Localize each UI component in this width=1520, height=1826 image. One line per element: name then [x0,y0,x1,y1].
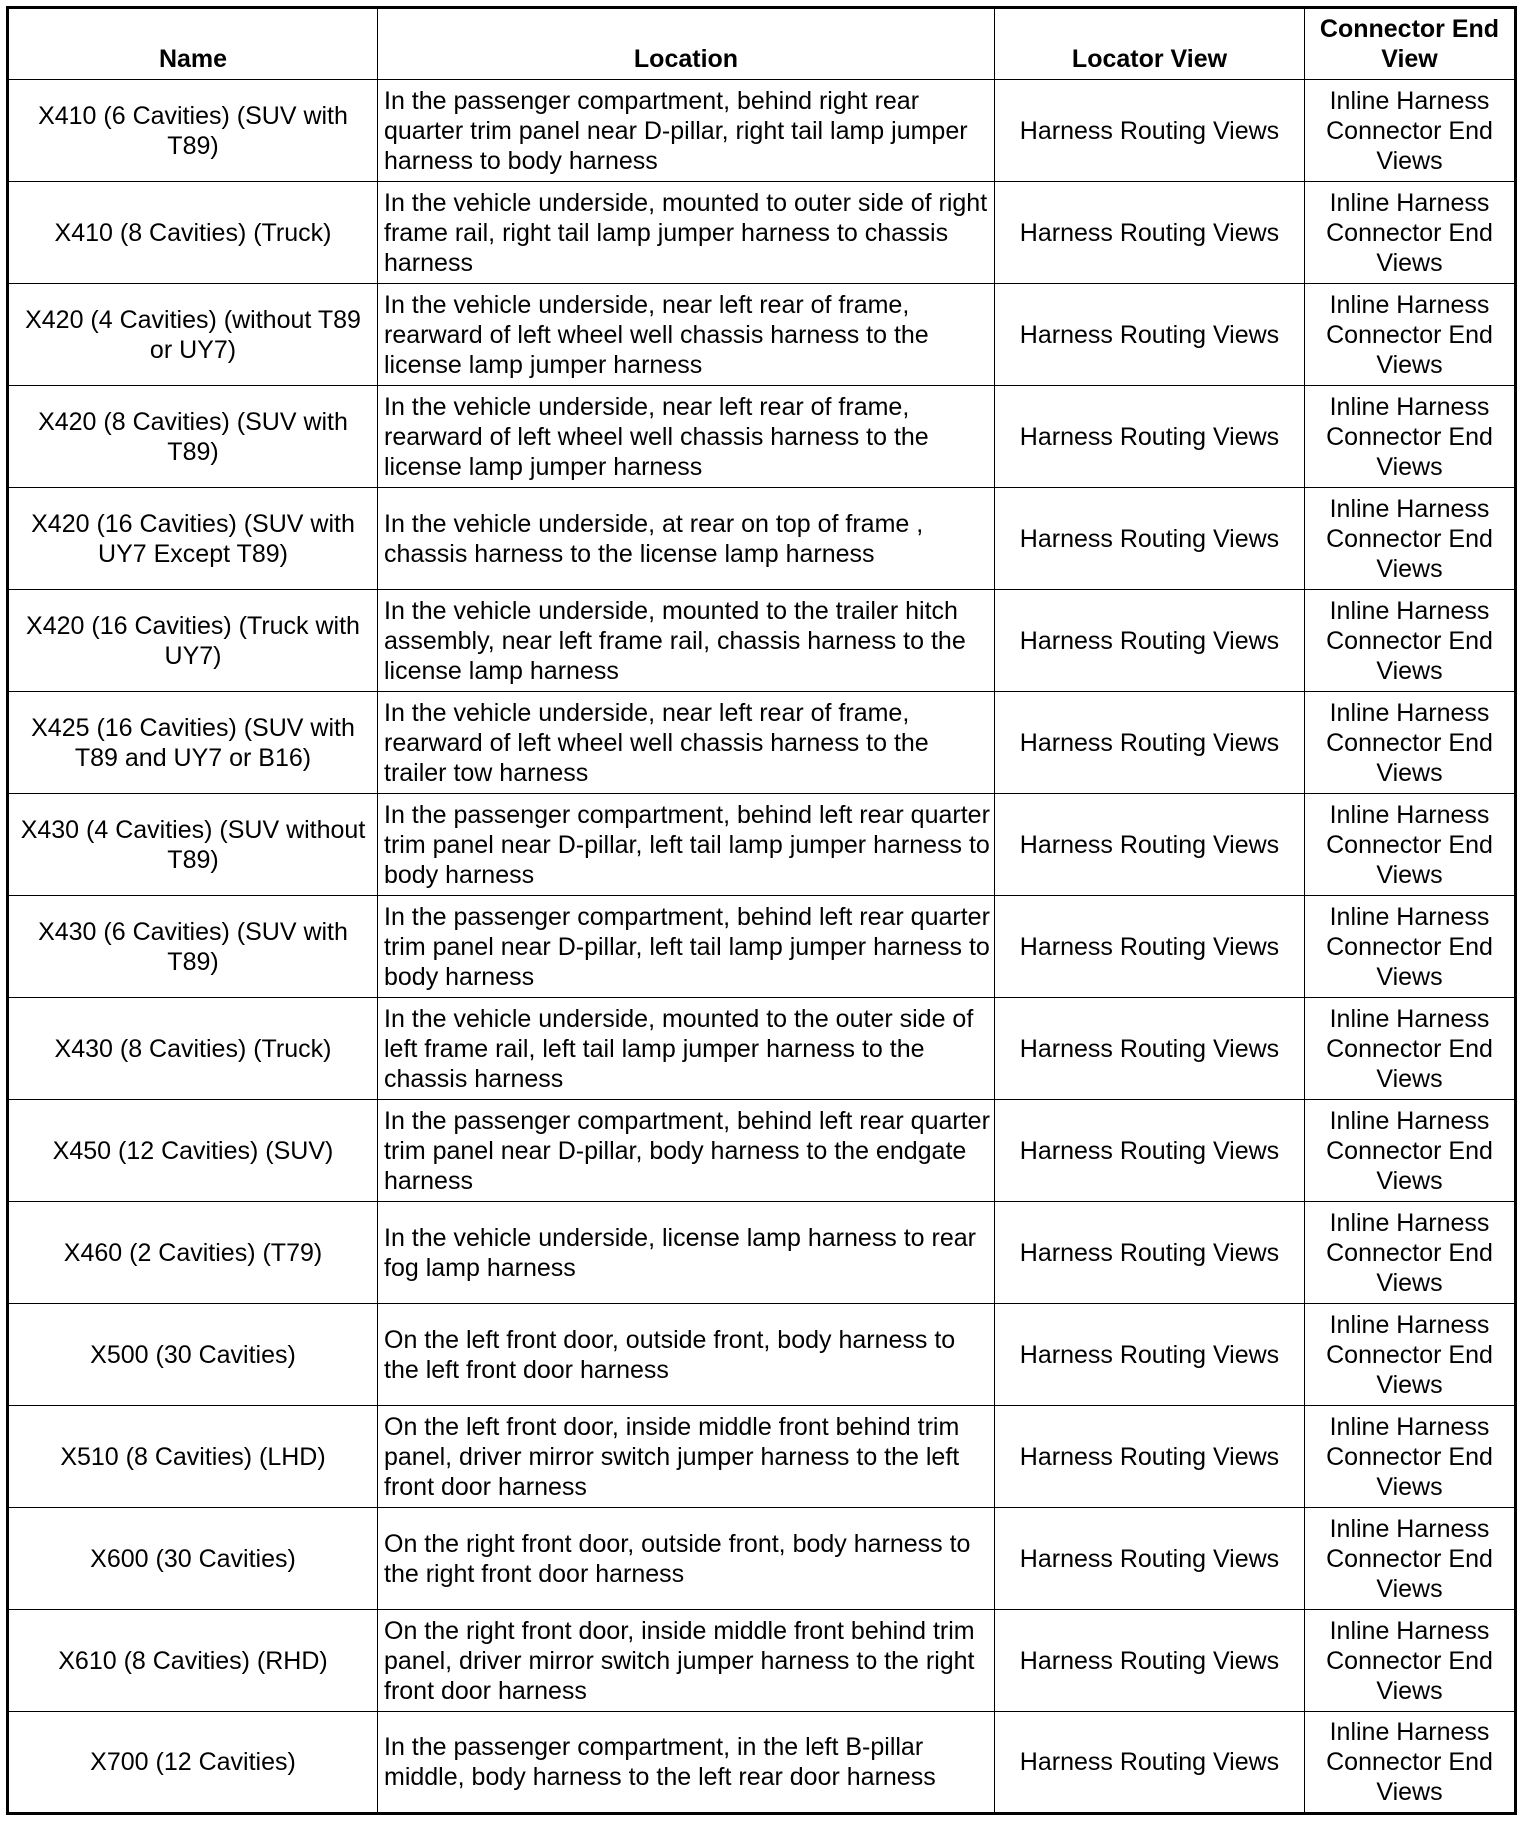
cell-locator-view: Harness Routing Views [995,998,1305,1100]
cell-location: In the vehicle underside, at rear on top of frame , chassis harness to the license lamp harness [378,488,995,590]
cell-name: X420 (4 Cavities) (without T89 or UY7) [8,284,378,386]
cell-connector-end-view: Inline Harness Connector End Views [1305,1406,1516,1508]
cell-locator-view: Harness Routing Views [995,1712,1305,1814]
cell-name: X700 (12 Cavities) [8,1712,378,1814]
table-row [8,1712,1516,1814]
cell-connector-end-view: Inline Harness Connector End Views [1305,182,1516,284]
cell-connector-end-view: Inline Harness Connector End Views [1305,794,1516,896]
cell-locator-view: Harness Routing Views [995,1508,1305,1610]
cell-location: In the passenger compartment, behind left rear quarter trim panel near D-pillar, left tail lamp jumper harness to body harness [378,896,995,998]
table-row [8,692,1516,794]
cell-connector-end-view: Inline Harness Connector End Views [1305,1202,1516,1304]
cell-connector-end-view: Inline Harness Connector End Views [1305,80,1516,182]
cell-connector-end-view: Inline Harness Connector End Views [1305,386,1516,488]
cell-location: In the passenger compartment, behind left rear quarter trim panel near D-pillar, body harness to the endgate harness [378,1100,995,1202]
cell-locator-view: Harness Routing Views [995,1406,1305,1508]
cell-location: On the left front door, outside front, body harness to the left front door harness [378,1304,995,1406]
cell-location: On the right front door, inside middle front behind trim panel, driver mirror switch jumper harness to the right front door harness [378,1610,995,1712]
cell-name: X420 (8 Cavities) (SUV with T89) [8,386,378,488]
cell-connector-end-view: Inline Harness Connector End Views [1305,284,1516,386]
cell-connector-end-view: Inline Harness Connector End Views [1305,692,1516,794]
cell-location: In the vehicle underside, mounted to outer side of right frame rail, right tail lamp jumper harness to chassis harness [378,182,995,284]
table-row [8,998,1516,1100]
cell-name: X510 (8 Cavities) (LHD) [8,1406,378,1508]
cell-name: X600 (30 Cavities) [8,1508,378,1610]
cell-location: In the passenger compartment, in the left B-pillar middle, body harness to the left rear door harness [378,1712,995,1814]
cell-connector-end-view: Inline Harness Connector End Views [1305,1100,1516,1202]
cell-name: X610 (8 Cavities) (RHD) [8,1610,378,1712]
cell-locator-view: Harness Routing Views [995,182,1305,284]
header-row [8,8,1516,80]
cell-connector-end-view: Inline Harness Connector End Views [1305,1304,1516,1406]
cell-location: In the passenger compartment, behind right rear quarter trim panel near D-pillar, right tail lamp jumper harness to body harness [378,80,995,182]
table-row [8,386,1516,488]
cell-connector-end-view: Inline Harness Connector End Views [1305,896,1516,998]
cell-location: In the vehicle underside, license lamp harness to rear fog lamp harness [378,1202,995,1304]
cell-location: On the right front door, outside front, body harness to the right front door harness [378,1508,995,1610]
table-row [8,284,1516,386]
cell-name: X430 (6 Cavities) (SUV with T89) [8,896,378,998]
cell-name: X410 (8 Cavities) (Truck) [8,182,378,284]
table-row [8,896,1516,998]
cell-name: X460 (2 Cavities) (T79) [8,1202,378,1304]
cell-name: X420 (16 Cavities) (Truck with UY7) [8,590,378,692]
connector-table-container [6,6,1514,1815]
cell-name: X430 (4 Cavities) (SUV without T89) [8,794,378,896]
cell-locator-view: Harness Routing Views [995,1304,1305,1406]
cell-connector-end-view: Inline Harness Connector End Views [1305,1508,1516,1610]
table-header [8,8,1516,80]
cell-locator-view: Harness Routing Views [995,1610,1305,1712]
cell-locator-view: Harness Routing Views [995,590,1305,692]
table-row [8,488,1516,590]
table-row [8,1508,1516,1610]
cell-location: On the left front door, inside middle front behind trim panel, driver mirror switch jumper harness to the left front door harness [378,1406,995,1508]
table-row [8,1304,1516,1406]
cell-location: In the vehicle underside, mounted to the trailer hitch assembly, near left frame rail, chassis harness to the license lamp harness [378,590,995,692]
cell-locator-view: Harness Routing Views [995,794,1305,896]
cell-location: In the passenger compartment, behind left rear quarter trim panel near D-pillar, left tail lamp jumper harness to body harness [378,794,995,896]
table-row [8,1610,1516,1712]
cell-connector-end-view: Inline Harness Connector End Views [1305,998,1516,1100]
cell-locator-view: Harness Routing Views [995,386,1305,488]
cell-connector-end-view: Inline Harness Connector End Views [1305,590,1516,692]
cell-locator-view: Harness Routing Views [995,1100,1305,1202]
connector-table [6,6,1517,1815]
table-row [8,794,1516,896]
cell-locator-view: Harness Routing Views [995,488,1305,590]
cell-locator-view: Harness Routing Views [995,80,1305,182]
cell-name: X425 (16 Cavities) (SUV with T89 and UY7 or B16) [8,692,378,794]
cell-locator-view: Harness Routing Views [995,1202,1305,1304]
cell-location: In the vehicle underside, mounted to the outer side of left frame rail, left tail lamp jumper harness to the chassis harness [378,998,995,1100]
cell-name: X410 (6 Cavities) (SUV with T89) [8,80,378,182]
cell-locator-view: Harness Routing Views [995,284,1305,386]
cell-connector-end-view: Inline Harness Connector End Views [1305,1610,1516,1712]
table-row [8,590,1516,692]
cell-location: In the vehicle underside, near left rear of frame, rearward of left wheel well chassis harness to the trailer tow harness [378,692,995,794]
cell-name: X420 (16 Cavities) (SUV with UY7 Except T89) [8,488,378,590]
table-row [8,80,1516,182]
header-name: Name [8,8,378,80]
table-row [8,1100,1516,1202]
cell-connector-end-view: Inline Harness Connector End Views [1305,1712,1516,1814]
header-connector-end-view: Connector End View [1305,8,1516,80]
table-body [8,80,1516,1814]
cell-connector-end-view: Inline Harness Connector End Views [1305,488,1516,590]
header-location: Location [378,8,995,80]
cell-name: X430 (8 Cavities) (Truck) [8,998,378,1100]
table-row [8,1406,1516,1508]
cell-name: X500 (30 Cavities) [8,1304,378,1406]
header-locator-view: Locator View [995,8,1305,80]
cell-locator-view: Harness Routing Views [995,692,1305,794]
cell-location: In the vehicle underside, near left rear of frame, rearward of left wheel well chassis harness to the license lamp jumper harness [378,386,995,488]
table-row [8,1202,1516,1304]
cell-name: X450 (12 Cavities) (SUV) [8,1100,378,1202]
cell-location: In the vehicle underside, near left rear of frame, rearward of left wheel well chassis harness to the license lamp jumper harness [378,284,995,386]
cell-locator-view: Harness Routing Views [995,896,1305,998]
table-row [8,182,1516,284]
